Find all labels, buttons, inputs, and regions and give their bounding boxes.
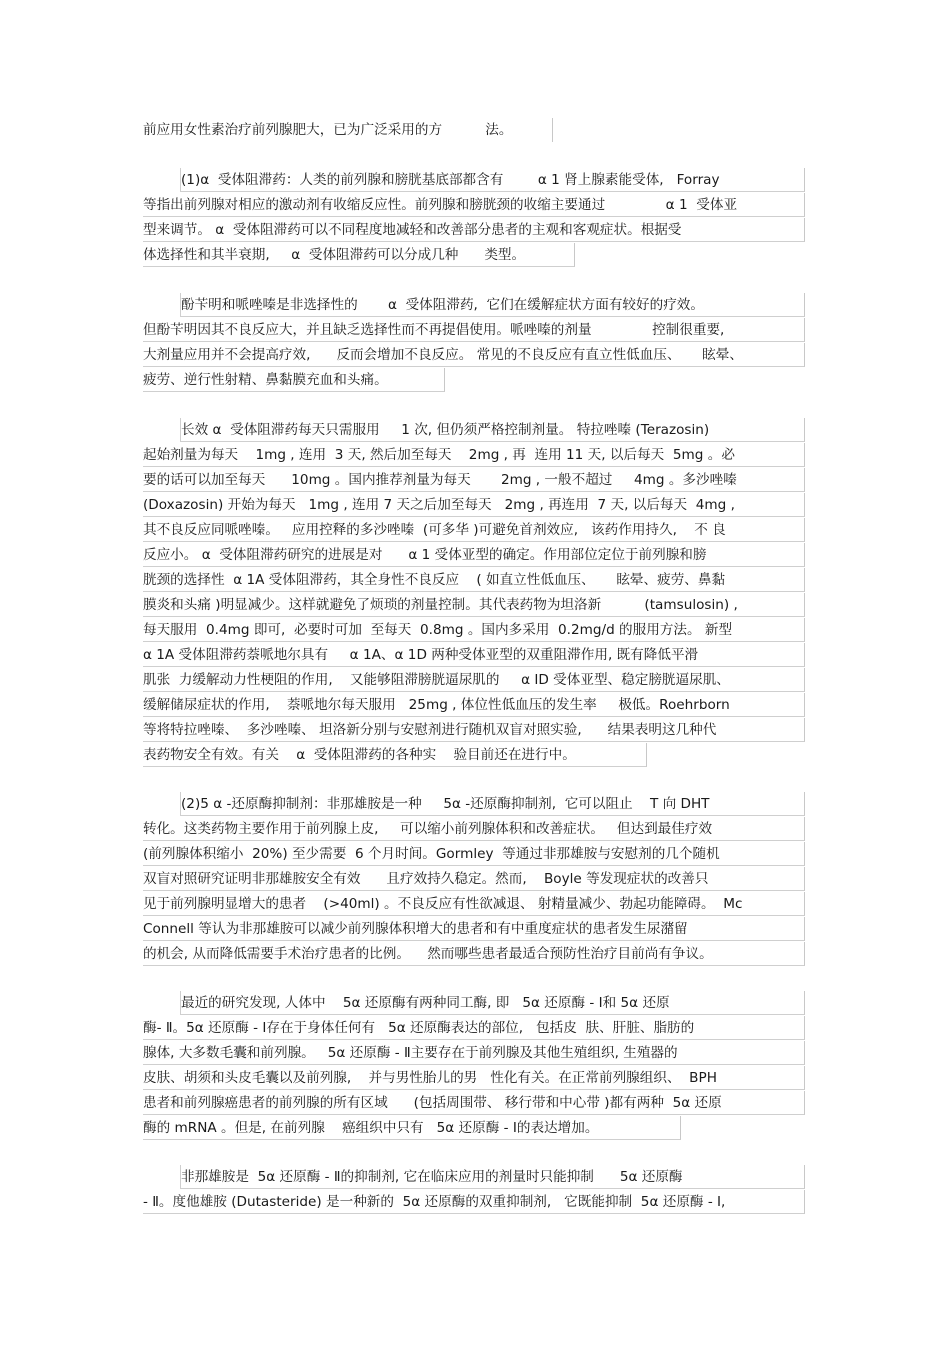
text-line: (前列腺体积缩小 20%) 至少需要 6 个月时间。Gormley 等通过非那雄胺与安慰剂的几个随机 [143, 842, 805, 866]
text-line: 起始剂量为每天 1mg , 连用 3 天, 然后加至每天 2mg , 再 连用 11 天, 以后每天 5mg 。必 [143, 443, 805, 467]
text-line: 双盲对照研究证明非那雄胺安全有效 且疗效持久稳定。然而, Boyle 等发现症状的改善只 [143, 867, 805, 891]
text-line: (2)5 α -还原酶抑制剂：非那雄胺是一种 5α -还原酶抑制剂, 它可以阻止 T 向 DHT [180, 792, 805, 816]
text-line: 型来调节。 α 受体阻滞药可以不同程度地减轻和改善部分患者的主观和客观症状。根据受 [143, 218, 805, 242]
text-line: 缓解储尿症状的作用, 萘哌地尔每天服用 25mg , 体位性低血压的发生率 极低。Roehrborn [143, 693, 805, 717]
text-line: 酶- Ⅱ。5α 还原酶 - Ⅰ存在于身体任何有 5α 还原酶表达的部位, 包括皮 肤、肝脏、脂肪的 [143, 1016, 805, 1040]
text-line: 大剂量应用并不会提高疗效, 反而会增加不良反应。 常见的不良反应有直立性低血压、 眩晕、 [143, 343, 805, 367]
text-line: 见于前列腺明显增大的患者 (>40ml) 。不良反应有性欲减退、 射精量减少、勃起功能障碍。 Mc [143, 892, 805, 916]
text-line: 最近的研究发现, 人体中 5α 还原酶有两种同工酶, 即 5α 还原酶 - Ⅰ和 5α 还原 [180, 991, 805, 1015]
text-line: 酚苄明和哌唑嗪是非选择性的 α 受体阻滞药, 它们在缓解症状方面有较好的疗效。 [180, 293, 805, 317]
text-line: 要的话可以加至每天 10mg 。国内推荐剂量为每天 2mg , 一般不超过 4mg 。多沙唑嗪 [143, 468, 805, 492]
text-line: 每天服用 0.4mg 即可, 必要时可加 至每天 0.8mg 。国内多采用 0.2mg/d 的服用方法。 新型 [143, 618, 805, 642]
text-line: Connell 等认为非那雄胺可以减少前列腺体积增大的患者和有中重度症状的患者发生尿潴留 [143, 917, 805, 941]
text-line: 前应用女性素治疗前列腺肥大，已为广泛采用的方 法。 [143, 118, 553, 142]
text-line: 腺体, 大多数毛囊和前列腺。 5α 还原酶 - Ⅱ主要存在于前列腺及其他生殖组织, 生殖器的 [143, 1041, 805, 1065]
text-line: 其不良反应同哌唑嗪。 应用控释的多沙唑嗪 (可多华 )可避免首剂效应, 该药作用持久, 不 良 [143, 518, 805, 542]
text-line: 患者和前列腺癌患者的前列腺的所有区域 (包括周围带、 移行带和中心带 )都有两种 5α 还原 [143, 1091, 805, 1115]
text-line: 酶的 mRNA 。但是, 在前列腺 癌组织中只有 5α 还原酶 - Ⅰ的表达增加。 [143, 1116, 681, 1140]
text-line: 等指出前列腺对相应的激动剂有收缩反应性。前列腺和膀胱颈的收缩主要通过 α 1 受体亚 [143, 193, 805, 217]
text-line: 长效 α 受体阻滞药每天只需服用 1 次, 但仍须严格控制剂量。 特拉唑嗪 (Terazosin) [180, 418, 805, 442]
text-line: (1)α 受体阻滞药：人类的前列腺和膀胱基底部都含有 α 1 肾上腺素能受体, Forray [180, 168, 805, 192]
text-line: 胱颈的选择性 α 1A 受体阻滞药，其全身性不良反应 ( 如直立性低血压、 眩晕、疲劳、鼻黏 [143, 568, 805, 592]
text-line: 转化。这类药物主要作用于前列腺上皮, 可以缩小前列腺体积和改善症状。 但达到最佳疗效 [143, 817, 805, 841]
text-line: 等将特拉唑嗪、 多沙唑嗪、 坦洛新分别与安慰剂进行随机双盲对照实验, 结果表明这几种代 [143, 718, 805, 742]
text-line: 的机会, 从而降低需要手术治疗患者的比例。 然而哪些患者最适合预防性治疗目前尚有争议。 [143, 942, 805, 966]
text-line: - Ⅱ。度他雄胺 (Dutasteride) 是一种新的 5α 还原酶的双重抑制剂, 它既能抑制 5α 还原酶 - Ⅰ, [143, 1190, 805, 1214]
text-line: 肌张 力缓解动力性梗阻的作用, 又能够阻滞膀胱逼尿肌的 α ID 受体亚型、稳定膀胱逼尿肌、 [143, 668, 805, 692]
text-line: 非那雄胺是 5α 还原酶 - Ⅱ的抑制剂, 它在临床应用的剂量时只能抑制 5α 还原酶 [180, 1165, 805, 1189]
text-line: 皮肤、胡须和头皮毛囊以及前列腺, 并与男性胎儿的男 性化有关。在正常前列腺组织、 BPH [143, 1066, 805, 1090]
text-line: 疲劳、逆行性射精、鼻黏膜充血和头痛。 [143, 368, 445, 392]
text-line: 膜炎和头痛 )明显减少。这样就避免了烦琐的剂量控制。其代表药物为坦洛新 (tamsulosin) , [143, 593, 805, 617]
text-line: 表药物安全有效。有关 α 受体阻滞药的各种实 验目前还在进行中。 [143, 743, 647, 767]
text-line: (Doxazosin) 开始为每天 1mg , 连用 7 天之后加至每天 2mg , 再连用 7 天, 以后每天 4mg , [143, 493, 805, 517]
text-line: α 1A 受体阻滞药萘哌地尔具有 α 1A、α 1D 两种受体亚型的双重阻滞作用, 既有降低平滑 [143, 643, 805, 667]
text-line: 体选择性和其半衰期, α 受体阻滞药可以分成几种 类型。 [143, 243, 575, 267]
text-line: 反应小。 α 受体阻滞药研究的进展是对 α 1 受体亚型的确定。作用部位定位于前列腺和膀 [143, 543, 805, 567]
text-line: 但酚苄明因其不良反应大，并且缺乏选择性而不再提倡使用。哌唑嗪的剂量 控制很重要, [143, 318, 805, 342]
